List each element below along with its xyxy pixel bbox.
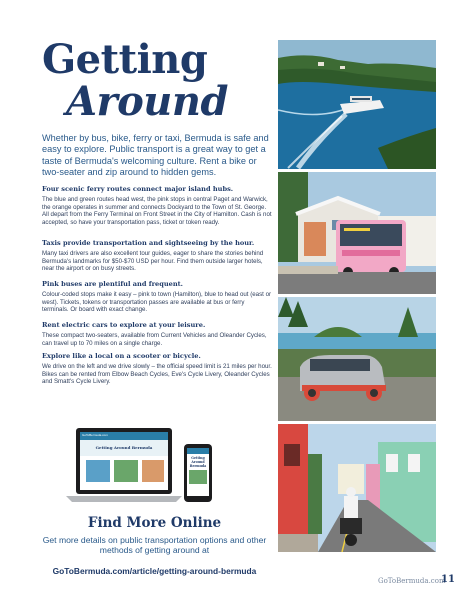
- section-ferry: [42, 185, 272, 226]
- find-more-text: Get more details on public transportation options and other methods of getting around at: [42, 535, 267, 556]
- photo-ferry: [278, 40, 436, 169]
- section-electric-cars: [42, 321, 272, 347]
- photo-electric-car: [278, 297, 436, 421]
- photo-pink-bus: [278, 172, 436, 294]
- page-title-line2: Around: [66, 78, 228, 125]
- section-heading: Rent electric cars to explore at your leisure.: [42, 321, 206, 329]
- section-heading: Pink buses are plentiful and frequent.: [42, 280, 183, 288]
- laptop-site-header: GoToBermuda.com: [82, 433, 108, 437]
- photo-scooter: [278, 424, 436, 552]
- section-heading: Explore like a local on a scooter or bicycle.: [42, 352, 201, 360]
- phone-headline: Getting Around Bermuda: [189, 456, 207, 468]
- page-title-line1: Getting: [42, 36, 208, 83]
- section-body: The blue and green routes head west, the pink stops in central Paget and Warwick, the orange operates in summer and connects Dockyard to the Town of St. George. All depart from the Ferry Terminal on Front Street in the City of Hamilton. Cash is not accepted, so have your transportation pass, ticket or token ready.: [42, 196, 272, 226]
- laptop-headline: Getting Around Bermuda: [95, 445, 153, 450]
- footer-site: GoToBermuda.com: [378, 577, 446, 585]
- section-bus: [42, 280, 272, 314]
- section-body: These compact two-seaters, available from Current Vehicles and Oleander Cycles, can travel up to 70 miles on a single charge.: [42, 332, 267, 347]
- intro-paragraph: Whether by bus, bike, ferry or taxi, Bermuda is safe and easy to explore. Public transport is a great way to get a taste of Bermuda's welcoming culture. Rent a bike or two-seater and zip around to hidden gems.: [42, 133, 269, 178]
- section-heading: Four scenic ferry routes connect major island hubs.: [42, 185, 234, 193]
- section-heading: Taxis provide transportation and sightseeing by the hour.: [42, 239, 255, 247]
- section-taxi: [42, 239, 272, 273]
- section-scooter: [42, 352, 272, 386]
- section-body: We drive on the left and we drive slowly – the official speed limit is 21 miles per hour. Bikes can be rented from Elbow Beach Cycles, Eve's Cycle Livery, Oleander Cycles and Smatt's Cycle Livery.: [42, 363, 272, 386]
- page-number: 11: [441, 574, 455, 585]
- find-more-link[interactable]: GoToBermuda.com/article/getting-around-bermuda: [52, 566, 257, 576]
- devices-illustration: [66, 426, 226, 508]
- section-body: Colour-coded stops make it easy – pink to town (Hamilton), blue to head out (east or west). Tickets, tokens or transportation passes are available at bus or ferry terminals. Or board with exact change.: [42, 291, 272, 314]
- find-more-title: Find More Online: [87, 515, 222, 531]
- section-body: Many taxi drivers are also excellent tour guides, eager to share the stories behind Bermuda's landmarks for $50-$70 USD per hour. Find them outside larger hotels, near the airport or on busy streets.: [42, 250, 264, 273]
